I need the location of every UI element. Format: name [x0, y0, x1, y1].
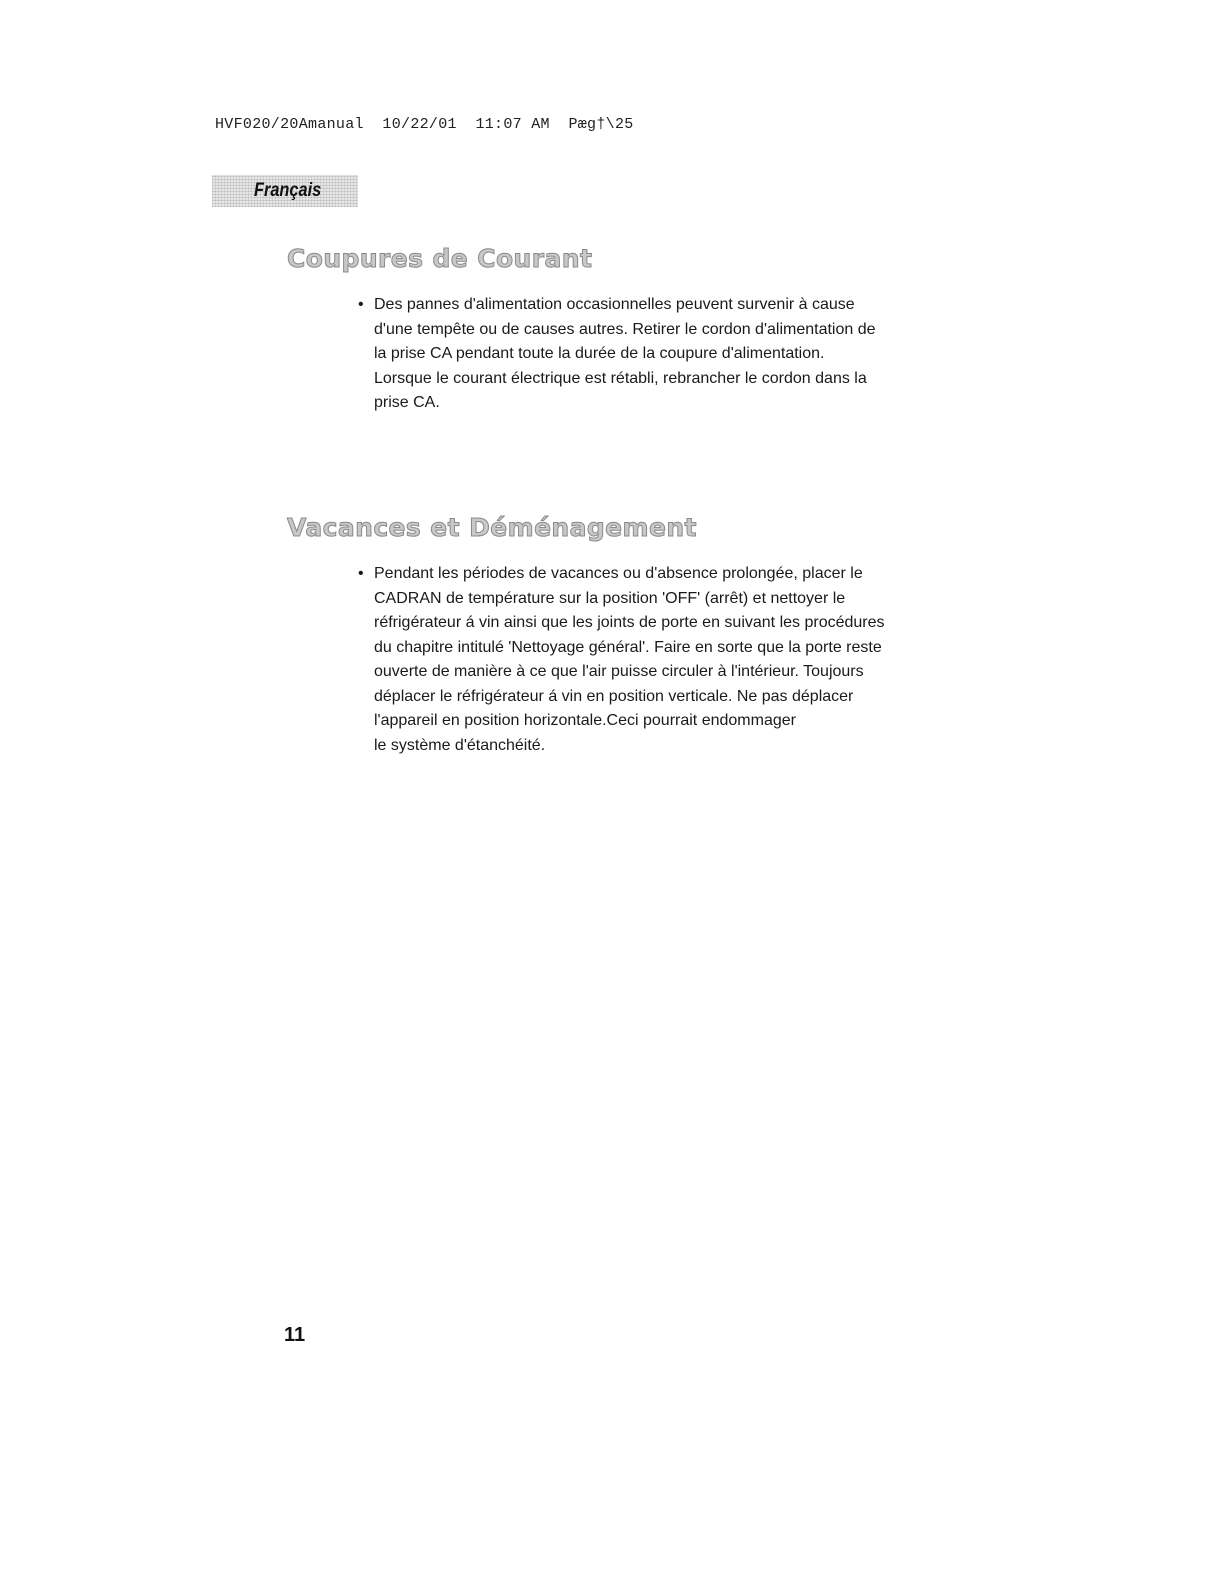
bullet-point: •	[358, 296, 364, 313]
paragraph-line: réfrigérateur á vin ainsi que les joints de porte en suivant les procédures	[374, 614, 885, 631]
vacation-moving-paragraph	[358, 562, 948, 758]
paragraph-line: le système d'étanchéité.	[374, 736, 546, 754]
section-title-vacation-moving: Vacances et Déménagement	[287, 513, 697, 542]
power-outages-paragraph	[358, 293, 948, 416]
language-tab	[212, 175, 358, 207]
paragraph-line: Lorsque le courant électrique est rétabli, rebrancher le cordon dans la	[374, 369, 867, 387]
paragraph-line: Des pannes d'alimentation occasionnelles peuvent survenir à cause	[374, 296, 855, 313]
paragraph-line: l'appareil en position horizontale.Ceci pourrait endommager	[374, 712, 796, 729]
section-title-power-outages: Coupures de Courant	[287, 244, 593, 273]
language-tab-label: Français	[254, 180, 322, 201]
paragraph-line: ouverte de manière à ce que l'air puisse circuler à l'intérieur. Toujours	[374, 663, 864, 680]
paragraph-line: d'une tempête ou de causes autres. Retirer le cordon d'alimentation de	[374, 320, 876, 338]
paragraph-line: prise CA.	[374, 394, 440, 411]
paragraph-line: Pendant les périodes de vacances ou d'absence prolongée, placer le	[374, 565, 863, 582]
paragraph-line: CADRAN de température sur la position 'OFF' (arrêt) et nettoyer le	[374, 589, 846, 607]
page-number: 11	[284, 1324, 306, 1346]
paragraph-line: la prise CA pendant toute la durée de la coupure d'alimentation.	[374, 345, 825, 362]
print-header: HVF020/20Amanual 10/22/01 11:07 AM Pæg†\25	[215, 116, 634, 133]
paragraph-line: déplacer le réfrigérateur á vin en position verticale. Ne pas déplacer	[374, 687, 854, 705]
paragraph-line: du chapitre intitulé 'Nettoyage général'. Faire en sorte que la porte reste	[374, 638, 882, 656]
bullet-point: •	[358, 565, 364, 582]
